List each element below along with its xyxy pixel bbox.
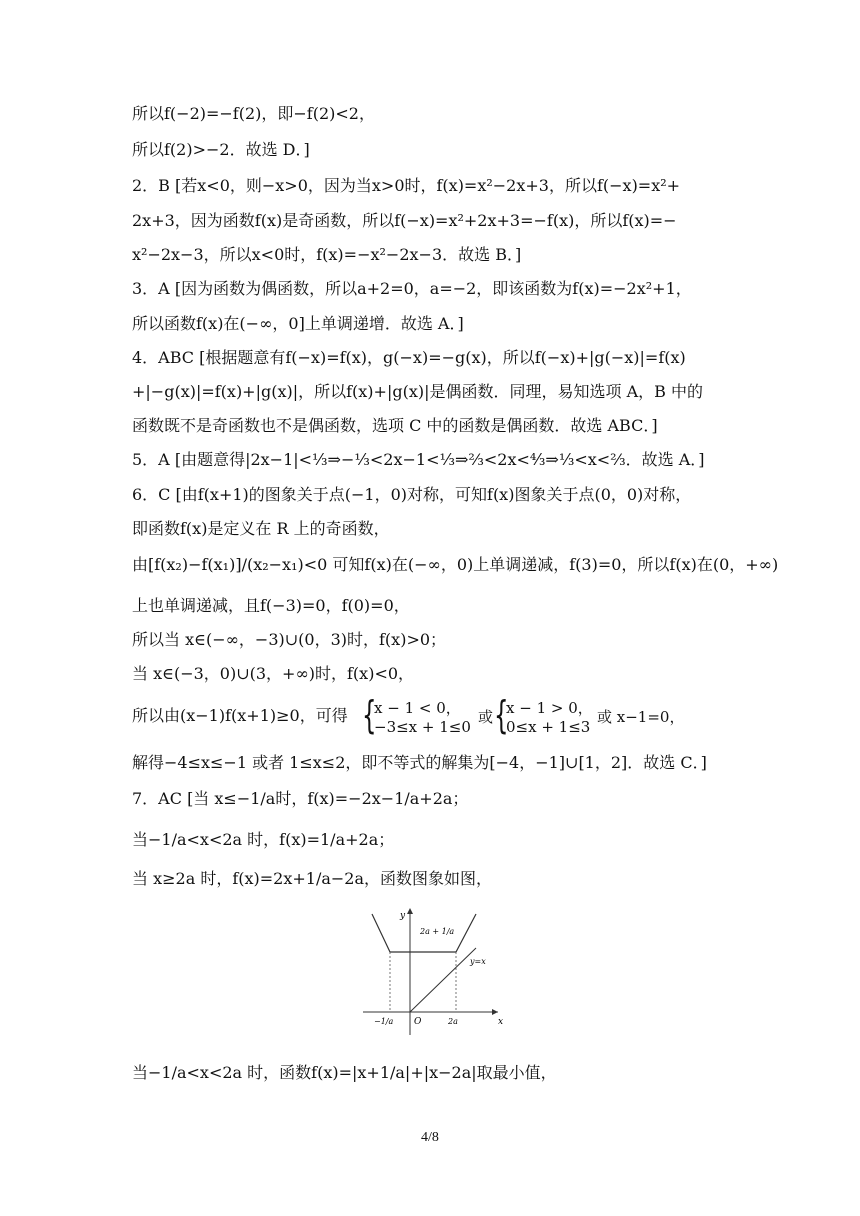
answer-7-line-2: 当−1/a<x<2a 时，f(x)=1/a+2a； (132, 830, 395, 849)
page-number: 4/8 (421, 1130, 439, 1145)
answer-4-line-3: 函数既不是奇函数也不是偶函数，选项 C 中的函数是偶函数．故选 ABC．] (132, 416, 658, 435)
system-1-bottom: −3≤x + 1≤0 (374, 718, 471, 736)
answer-6-line-3: 由[f(x₂)−f(x₁)]/(x₂−x₁)<0 可知f(x)在(−∞，0)上单调递减，f(3)=0，所以f(x)在(0，+∞) (132, 555, 779, 574)
answer-5-line: 5．A [由题意得|2x−1|<⅓⇒−⅓<2x−1<⅓⇒⅔<2x<⁴⁄₃⇒⅓<x<⅔．故选 A．] (132, 450, 705, 469)
answer-6-line-7: 所以由(x−1)f(x+1)≥0，可得 (132, 706, 348, 725)
answer-7-line-4: 当−1/a<x<2a 时，函数f(x)=|x+1/a|+|x−2a|取最小值， (132, 1063, 557, 1082)
answer-4-line-2: +|−g(x)|=f(x)+|g(x)|，所以f(x)+|g(x)|是偶函数．同理，易知选项 A，B 中的 (132, 382, 703, 401)
or-text: 或 (478, 708, 494, 726)
y-axis-label: y (400, 911, 406, 921)
answer-6-line-2: 即函数f(x)是定义在 R 上的奇函数， (132, 519, 390, 538)
left-brace-1: { (362, 693, 377, 737)
text-line-2: 所以f(2)>−2．故选 D．] (132, 140, 310, 159)
y-axis-arrow-icon (407, 908, 413, 914)
answer-2-line-1: 2．B [若x<0，则−x>0，因为当x>0时，f(x)=x²−2x+3，所以f(−x)=x²+ (132, 176, 681, 195)
right-tick-label: 2a (448, 1017, 458, 1026)
answer-3-line-1: 3．A [因为函数为偶函数，所以a+2=0，a=−2，即该函数为f(x)=−2x²+1， (132, 279, 692, 298)
answer-7-line-1: 7．AC [当 x≤−1/a时，f(x)=−2x−1/a+2a； (132, 789, 469, 808)
system-2-top: x − 1 > 0， (506, 699, 593, 717)
x-axis-label: x (498, 1017, 504, 1027)
left-brace-2: { (494, 693, 509, 737)
answer-6-line-5: 所以当 x∈(−∞，−3)∪(0，3)时，f(x)>0； (132, 630, 447, 649)
answer-4-line-1: 4．ABC [根据题意有f(−x)=f(x)，g(−x)=−g(x)，所以f(−x)+|g(−x)|=f(x) (132, 348, 686, 367)
system-1-top: x − 1 < 0， (374, 699, 461, 717)
answer-2-line-3: x²−2x−3，所以x<0时，f(x)=−x²−2x−3．故选 B．] (132, 245, 522, 264)
answer-2-line-2: 2x+3，因为函数f(x)是奇函数，所以f(−x)=x²+2x+3=−f(x)，所以f(x)=− (132, 211, 677, 230)
answer-3-line-2: 所以函数f(x)在(−∞，0]上单调递增．故选 A．] (132, 314, 464, 333)
function-graph-figure (358, 900, 508, 1040)
answer-6-line-8: 解得−4≤x≤−1 或者 1≤x≤2，即不等式的解集为[−4，−1]∪[1，2]．故选 C．] (132, 753, 707, 772)
system-tail: 或 x−1=0， (597, 708, 685, 726)
text-line-1: 所以f(−2)=−f(2)，即−f(2)<2， (132, 104, 375, 123)
answer-6-line-4: 上也单调递减，且f(−3)=0，f(0)=0， (132, 596, 410, 615)
top-value-label: 2a + 1/a (420, 927, 455, 936)
system-2-bottom: 0≤x + 1≤3 (506, 718, 591, 736)
origin-label: O (414, 1017, 422, 1027)
x-axis-arrow-icon (492, 1009, 498, 1015)
line-y-equals-x (410, 948, 476, 1012)
answer-6-line-1: 6．C [由f(x+1)的图象关于点(−1，0)对称，可知f(x)图象关于点(0，0)对称， (132, 485, 692, 504)
answer-6-line-6: 当 x∈(−3，0)∪(3，+∞)时，f(x)<0， (132, 664, 415, 683)
line-label: y=x (470, 957, 486, 966)
answer-7-line-3: 当 x≥2a 时，f(x)=2x+1/a−2a，函数图象如图， (132, 869, 493, 888)
left-tick-label: −1/a (374, 1017, 394, 1026)
